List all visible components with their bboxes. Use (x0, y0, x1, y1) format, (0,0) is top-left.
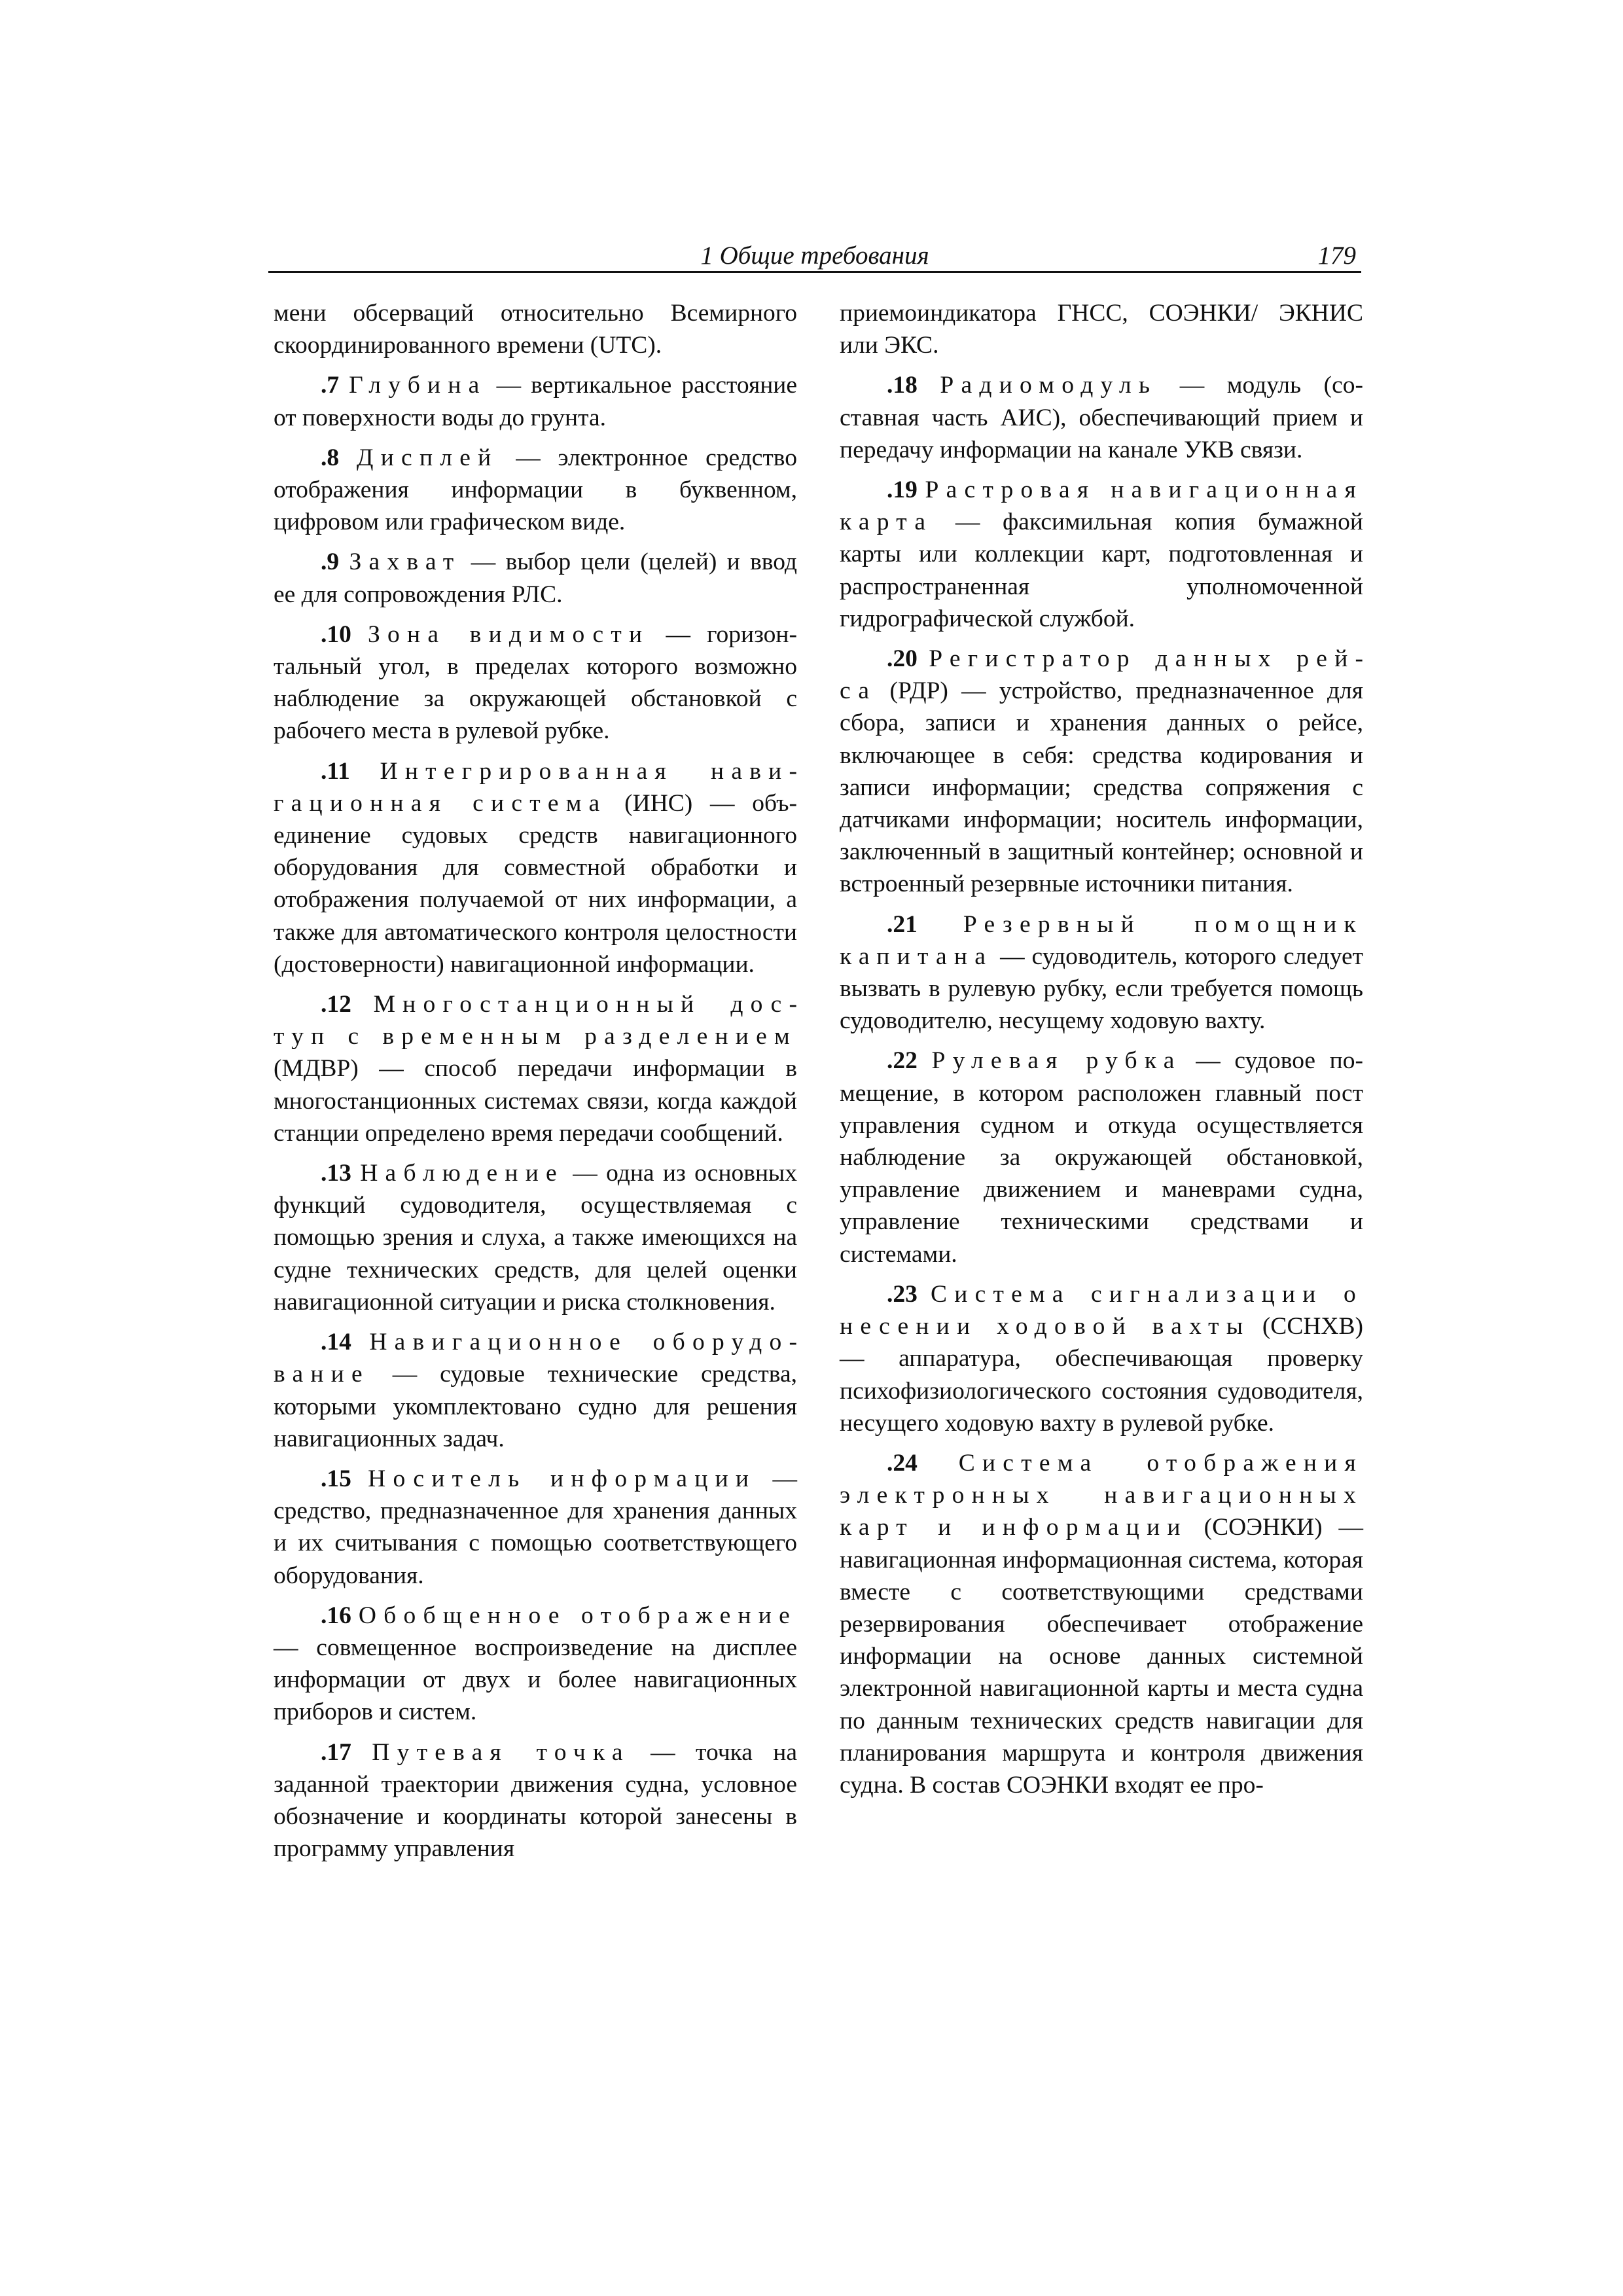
definition-paragraph (840, 474, 1363, 635)
term: Зона видимости (368, 620, 650, 648)
term: Носитель информации (368, 1465, 757, 1492)
term: Навигационное оборудование (274, 1329, 797, 1388)
term: Радиомодуль (940, 372, 1158, 399)
definition-text: — горизонтальный угол, в пределах которого возможно наблюдение за окружающей обстановкой с рабочего места в рулевой рубке. (274, 620, 797, 745)
definition-text: приемоиндикатора ГНСС, СОЭНКИ/ ЭКНИС или ЭКС. (840, 300, 1363, 359)
item-number: .22 (887, 1047, 918, 1075)
definition-paragraph (274, 1157, 797, 1318)
definition-text: (РДР) — устройство, предназначенное для сбора, записи и хранения данных о рейсе, включающее в себя: средства кодирования и записи информации; средства сопряжения с датчиками информации; носитель информации, заключенный в защитный контейнер; основной и встроенный резервные источники питания. (840, 677, 1363, 898)
item-number: .19 (887, 476, 918, 504)
item-number: .8 (321, 444, 340, 471)
definition-paragraph (840, 1045, 1363, 1270)
definition-paragraph (274, 369, 797, 433)
definition-text: — электронное средство отображения информации в буквенном, цифровом или графическом виде. (274, 444, 797, 536)
term: Глубина (349, 372, 487, 399)
definition-paragraph (274, 546, 797, 610)
definition-paragraph (274, 619, 797, 747)
term: Резервный помощник капитана (840, 910, 1363, 970)
definition-text: (ССНХВ) — аппаратура, обеспечивающая проверку психофизиологического состояния судоводителя, несущего ходовую вахту в рулевой рубке. (840, 1313, 1363, 1437)
definition-text: (МДВР) — способ передачи информации в многостанционных системах связи, когда каждой станции определено время передачи сообщений. (274, 1055, 797, 1147)
definition-paragraph (840, 1447, 1363, 1801)
term: Интегрированная навигационная система (274, 757, 797, 817)
term: Наблюдение (360, 1160, 564, 1187)
item-number: .7 (321, 372, 340, 399)
definition-paragraph (274, 1600, 797, 1729)
item-number: .23 (887, 1280, 918, 1308)
definition-paragraph (274, 1736, 797, 1865)
running-title: 1 Общие требования (700, 242, 929, 270)
definition-text: — одна из основных функций судоводителя, осуществляемая с помощью зрения и слуха, а также имеющихся на судне технических средств, для целей оценки навигационной ситуации и риска столкновения. (274, 1160, 797, 1316)
definition-text: мени обсерваций относительно Всемирного скоординированного времени (UTC). (274, 300, 797, 359)
term: Обобщенное отображение (358, 1602, 797, 1629)
definition-paragraph (840, 369, 1363, 466)
term: Рулевая рубка (931, 1047, 1182, 1075)
term: Многостанционный доступ с временным разделением (274, 991, 797, 1050)
definition-text: — судовое помещение, в котором расположен главный пост управления судном и откуда осуществляется наблюдение за окружающей обстановкой, управление движением и маневрами судна, управление техническими средствами и системами. (840, 1047, 1363, 1268)
item-number: .21 (887, 910, 918, 938)
definition-text: — судовые технические средства, которыми укомплектовано судно для решения навигационных задач. (274, 1361, 797, 1452)
term: Захват (349, 548, 461, 576)
item-number: .17 (321, 1738, 351, 1766)
definition-text: — точка на заданной траектории движения судна, условное обозначение и координаты которой занесены в программу управления (274, 1738, 797, 1863)
definition-paragraph (274, 1463, 797, 1592)
definition-text: — выбор цели (целей) и ввод ее для сопровождения РЛС. (274, 548, 797, 608)
item-number: .20 (887, 645, 918, 673)
term: Дисплей (356, 444, 499, 471)
item-number: .12 (321, 991, 351, 1018)
item-number: .16 (321, 1602, 351, 1629)
term: Регистратор данных рейса (840, 645, 1364, 705)
left-column (274, 297, 797, 1873)
definition-paragraph (840, 643, 1363, 901)
item-number: .15 (321, 1465, 351, 1492)
item-number: .13 (321, 1160, 351, 1187)
definition-text: — модуль (составная часть АИС), обеспечивающий прием и передачу информации на канале УКВ связи. (840, 372, 1363, 463)
definition-text: (СОЭНКИ) — навигационная информационная система, которая вместе с соответствующими средствами резервирования обеспечивает отображение информации на основе данных системной электронной навигационной карты и места судна по данным технических средств навигации для планирования маршрута и контроля движения судна. В состав СОЭНКИ входят ее про- (840, 1514, 1364, 1799)
definition-text: — судоводитель, которого следует вызвать в рулевую рубку, если требуется помощь судоводителю, несущему ходовую вахту. (840, 942, 1363, 1035)
item-number: .24 (887, 1449, 918, 1477)
definition-paragraph (840, 1278, 1363, 1439)
term: Растровая навигационная карта (840, 476, 1363, 536)
definition-text: — вертикальное расстояние от поверхности воды до грунта. (274, 372, 797, 431)
definition-paragraph (274, 442, 797, 539)
right-column (840, 297, 1363, 1809)
definition-paragraph (274, 755, 797, 980)
item-number: .14 (321, 1329, 351, 1356)
item-number: .11 (321, 757, 350, 785)
definition-paragraph (274, 1326, 797, 1455)
definition-text: (ИНС) — объединение судовых средств навигационного оборудования для совместной обработки и отображения получаемой от них информации, а также для автоматического контроля целостности (достоверности) навигационной информации. (274, 789, 798, 978)
definition-paragraph (274, 297, 797, 361)
definition-text: — средство, предназначенное для хранения данных и их считывания с помощью соответствующего оборудования. (274, 1465, 797, 1589)
term: Путевая точка (372, 1738, 630, 1766)
term: Система отображения электронных навигационных карт и информации (840, 1449, 1363, 1541)
definition-paragraph (840, 908, 1363, 1037)
item-number: .10 (321, 620, 351, 648)
item-number: .9 (321, 548, 340, 576)
definition-paragraph (274, 988, 797, 1149)
definition-paragraph (840, 297, 1363, 361)
term: Система сигнализации о несении ходовой вахты (840, 1280, 1363, 1340)
item-number: .18 (887, 372, 918, 399)
page-header (268, 240, 1361, 273)
definition-text: — совмещенное воспроизведение на дисплее информации от двух и более навигационных приборов и систем. (274, 1634, 797, 1726)
definition-text: — факсимильная копия бумажной карты или коллекции карт, подготовленная и распространенная уполномоченной гидрографической службой. (840, 509, 1363, 632)
page-number: 179 (1317, 242, 1356, 270)
